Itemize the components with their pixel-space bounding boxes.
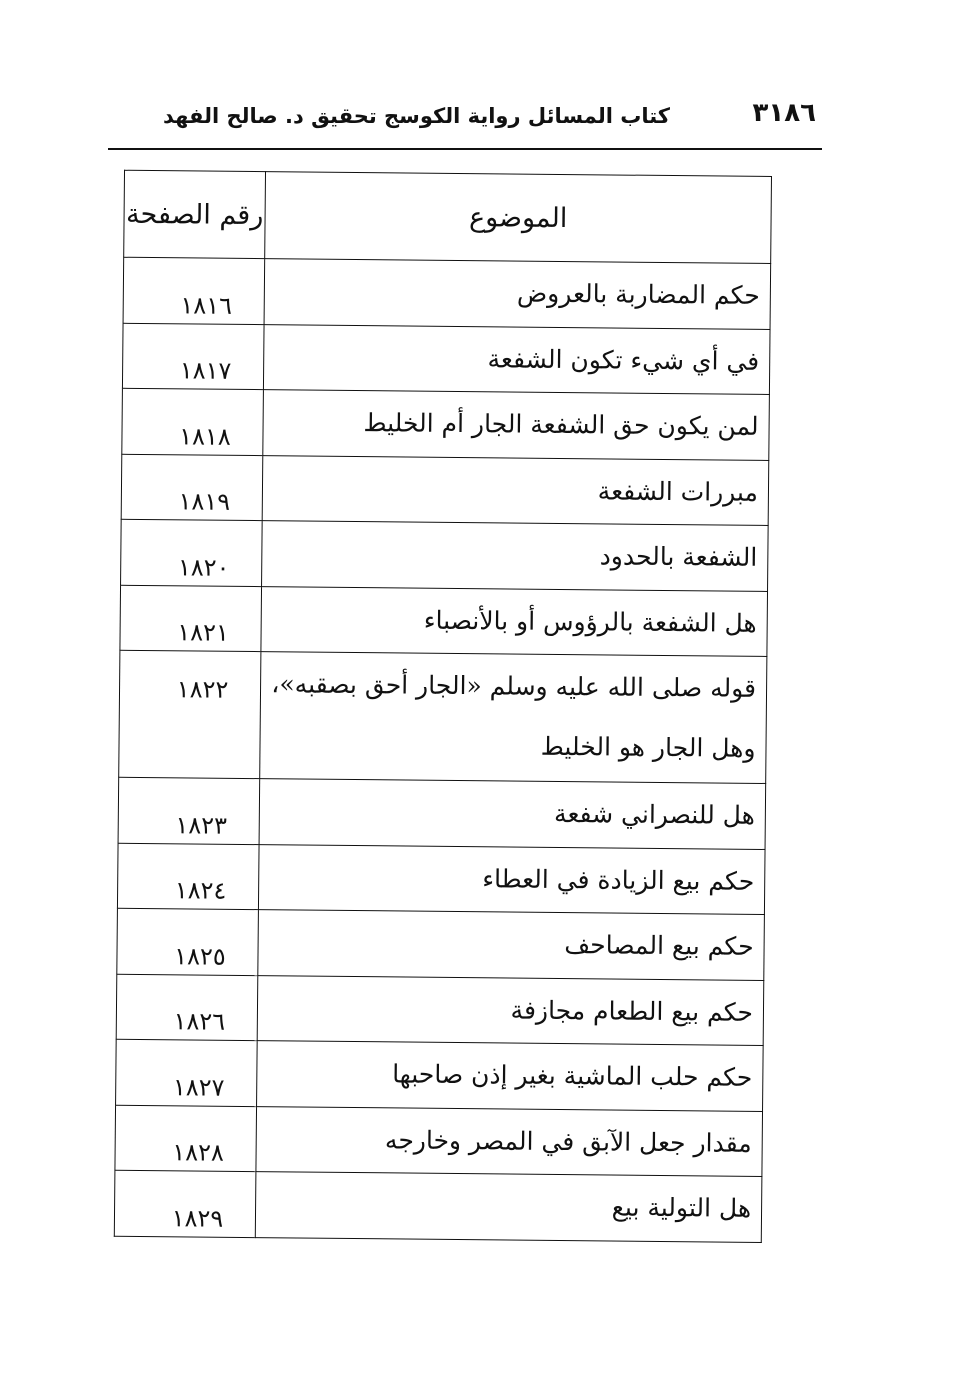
table-row xyxy=(116,974,764,1046)
book-title: كتاب المسائل رواية الكوسج تحقيق د. صالح الفهد xyxy=(163,104,670,128)
topic-line-1: قوله صلى الله عليه وسلم «الجار أحق بصقبه»، xyxy=(271,669,757,703)
page-number-cell: ١٨٢٨ xyxy=(115,1105,257,1172)
topic-line-2: وهل الجار هو الخليط xyxy=(540,731,756,763)
topic-cell: في أي شيء تكون الشفعة xyxy=(264,324,770,394)
topic-cell: مقدار جعل الآبق في المصر وخارجه xyxy=(256,1106,762,1176)
table-row xyxy=(121,519,769,591)
table-row xyxy=(115,1105,763,1177)
page-number-cell: ١٨٢٢ xyxy=(119,650,261,778)
topic-cell: حكم المضاربة بالعروض xyxy=(264,259,770,329)
table-row xyxy=(121,454,769,526)
page-number-cell: ١٨٢٤ xyxy=(117,843,259,910)
table-row xyxy=(118,777,766,849)
topic-cell: الشفعة بالحدود xyxy=(262,521,768,591)
table-row xyxy=(117,908,765,980)
page-number-cell: ١٨٢٩ xyxy=(114,1170,256,1237)
table-header-row xyxy=(124,170,772,263)
table-row xyxy=(119,650,767,783)
table-row xyxy=(117,843,765,915)
table-row xyxy=(122,388,770,460)
page-number-cell: ١٨١٧ xyxy=(122,323,264,390)
topic-cell: مبررات الشفعة xyxy=(262,455,768,525)
topic-cell: هل للنصراني شفعة xyxy=(259,779,765,849)
topic-cell: هل الشفعة بالرؤوس أو بالأنصباء xyxy=(261,586,767,656)
page-number-cell: ١٨٢٦ xyxy=(116,974,258,1041)
index-table xyxy=(114,170,772,1243)
table-row xyxy=(123,257,771,329)
table-row xyxy=(122,323,770,395)
table-row xyxy=(120,585,768,657)
table-row xyxy=(116,1039,764,1111)
topic-cell: حكم بيع الطعام مجازفة xyxy=(257,975,763,1045)
topic-cell: هل التولية بيع xyxy=(256,1172,762,1242)
page-number-cell: ١٨٢٥ xyxy=(117,908,259,975)
page-number-cell: ١٨١٩ xyxy=(121,454,263,521)
running-header xyxy=(108,96,822,150)
page-column-header: رقم الصفحة xyxy=(124,170,266,258)
topic-column-header: الموضوع xyxy=(265,172,772,264)
page-number-cell: ١٨٢٣ xyxy=(118,777,260,844)
topic-cell: حكم بيع الزيادة في العطاء xyxy=(259,844,765,914)
page-number-cell: ١٨١٨ xyxy=(122,388,264,455)
page-number-cell: ١٨٢٧ xyxy=(116,1039,258,1106)
page-number: ٣١٨٦ xyxy=(752,98,816,128)
table-row xyxy=(114,1170,762,1242)
topic-cell xyxy=(260,652,767,784)
page-number-cell: ١٨٢١ xyxy=(120,585,262,652)
page-number-cell: ١٨٢٠ xyxy=(121,519,263,586)
topic-cell: حكم حلب الماشية بغير إذن صاحبها xyxy=(257,1041,763,1111)
topic-cell: لمن يكون حق الشفعة الجار أم الخليط xyxy=(263,390,769,460)
page-number-cell: ١٨١٦ xyxy=(123,257,265,324)
topic-cell: حكم بيع المصاحف xyxy=(258,910,764,980)
